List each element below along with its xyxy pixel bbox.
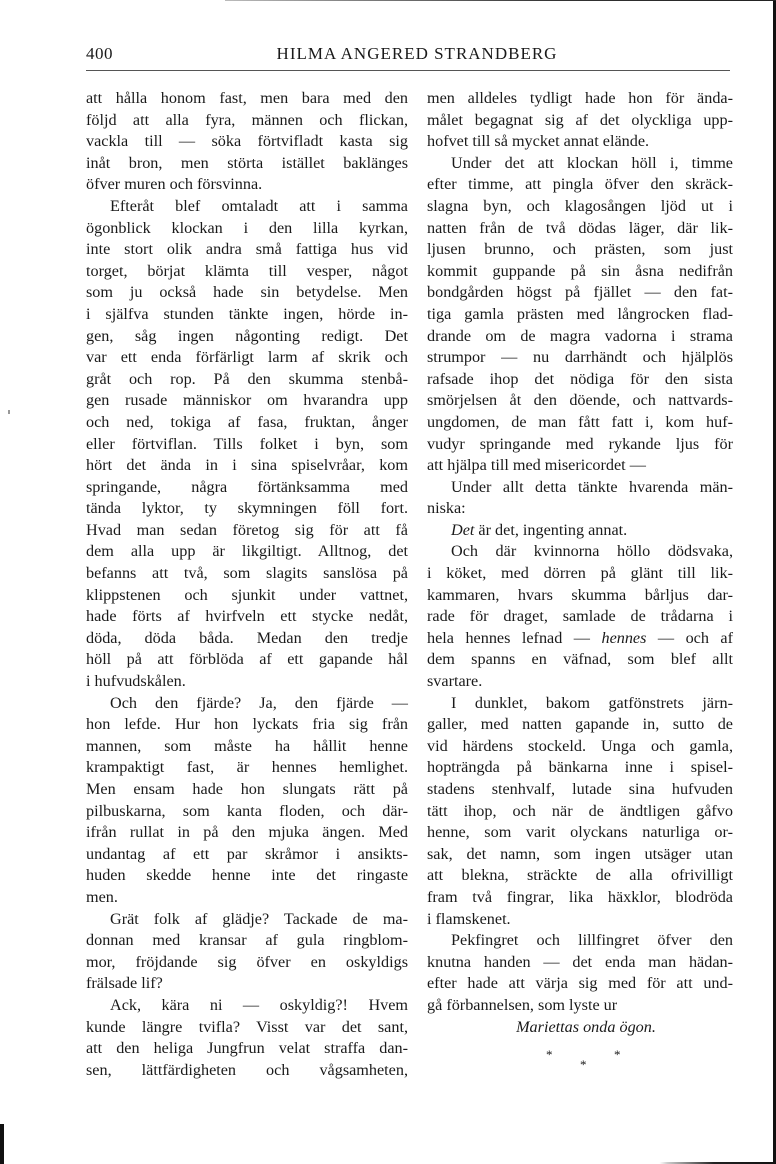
running-title: HILMA ANGERED STRANDBERG bbox=[276, 44, 558, 63]
text-line: hon lefde. Hur hon lyckats fria sig från bbox=[86, 715, 408, 734]
text-line: hopträngda på bänkarna inne i spisel- bbox=[427, 758, 733, 777]
text-line: döda, döda båda. Medan den tredje bbox=[86, 628, 408, 647]
text-line: fram två fingrar, lika häxklor, blodröda bbox=[427, 887, 733, 906]
text-line: Men ensam hade hon slungats rätt på bbox=[86, 780, 408, 798]
text-line: att den heliga Jungfrun velat straffa dan- bbox=[86, 1039, 408, 1058]
text-line: undantag af ett par skråmor i ansikts- bbox=[86, 844, 408, 863]
text-line: höll på att förblöda af ett gapande hål bbox=[86, 650, 408, 669]
text-line: kunde längre tvifla? Visst var det sant, bbox=[86, 1017, 408, 1036]
text-line: I dunklet, bakom gatfönstrets järn- bbox=[451, 693, 733, 712]
page-header bbox=[86, 40, 730, 70]
header-rule bbox=[86, 70, 730, 71]
text-line: och ned, tokiga af fasa, fruktan, ånger bbox=[86, 412, 408, 431]
text-line: i flamskenet. bbox=[427, 909, 511, 928]
text-line: strumpor — nu darrhändt och hjälplös bbox=[427, 348, 733, 367]
italic-emphasis: Det bbox=[451, 520, 475, 539]
text-line: efter timme, att pingla öfver den skräck- bbox=[427, 175, 733, 194]
text-line: hade förts af hvirfveln ett stycke nedåt, bbox=[86, 607, 408, 626]
text-line: Efteråt blef omtaladt att i samma bbox=[110, 196, 408, 215]
text-line: frälsade lif? bbox=[86, 974, 163, 993]
text-line: dem spanns en väfnad, som blef allt bbox=[427, 650, 733, 669]
asterisk: * bbox=[614, 1047, 621, 1063]
scan-speck bbox=[8, 410, 10, 414]
right-column bbox=[427, 88, 733, 1084]
text-line: rade för draget, samlade de trådarna i bbox=[427, 607, 733, 626]
text-line: Hvad man sedan företog sig för att få bbox=[86, 520, 408, 539]
text-line: Under allt detta tänkte hvarenda män- bbox=[451, 477, 733, 496]
text-line: vid härdens stockeld. Unga och gamla, bbox=[427, 736, 733, 755]
text-line: målet begagnat sig af det olyckliga upp- bbox=[427, 110, 733, 129]
scan-border-left bbox=[0, 1124, 4, 1164]
section-break-asterisks bbox=[427, 1044, 733, 1084]
text-line: efter hade att värja sig med för att und- bbox=[427, 974, 733, 993]
text-line: gen, såg ingen någonting redigt. Det bbox=[86, 326, 408, 345]
line-text: — och af bbox=[646, 628, 733, 647]
line-text: är det, ingenting annat. bbox=[474, 520, 628, 539]
text-line: slagna byn, och klagosången ljöd ut i bbox=[427, 196, 733, 215]
text-line: smörjelsen åt den döende, och nattvards- bbox=[427, 391, 733, 410]
text-line: gå förbannelsen, som lyste ur bbox=[427, 995, 618, 1014]
text-line: hört det ända in i sina spiselvråar, kom bbox=[86, 456, 408, 475]
text-line: galler, med natten gapande in, sutto de bbox=[427, 715, 733, 734]
text-line: huden skedde henne inte det ringaste bbox=[86, 866, 408, 885]
text-line: Och där kvinnorna höllo dödsvaka, bbox=[451, 542, 733, 561]
page-number: 400 bbox=[86, 44, 113, 63]
text-line: pilbuskarna, som kanta floden, och där- bbox=[86, 801, 408, 820]
text-line: befanns att två, som slagits sanslösa på bbox=[86, 564, 408, 583]
text-line: kommit guppande på sin åsna nedifrån bbox=[427, 261, 733, 280]
text-line: inte stort olik andra små fattiga hus vid bbox=[86, 240, 408, 259]
text-line: men. bbox=[86, 887, 118, 906]
text-line: inåt bron, men störta istället baklänges bbox=[86, 153, 408, 172]
text-line: gråt och rop. På den skumma stenbå- bbox=[86, 369, 408, 388]
text-line: i själfva stunden tänkte ingen, hörde in- bbox=[86, 304, 408, 323]
text-line: att hålla honom fast, men bara med den bbox=[86, 89, 408, 107]
text-line: hofvet till så mycket annat elände. bbox=[427, 132, 650, 151]
text-line: att hjälpa till med misericordet — bbox=[427, 456, 646, 475]
text-line: Under det att klockan höll i, timme bbox=[451, 153, 733, 172]
text-line: tända lyktor, ty skymningen föll fort. bbox=[86, 499, 408, 518]
text-line: gen rusade människor om hvarandra upp bbox=[86, 391, 408, 410]
text-line: henne, som varit olyckans naturliga or- bbox=[427, 823, 733, 842]
text-line: drande om de magra vadorna i strama bbox=[427, 326, 733, 345]
text-line: att blekna, sträckte de alla ofrivilligt bbox=[427, 866, 733, 885]
asterisk: * bbox=[546, 1047, 553, 1063]
text-line: klippstenen och sjunkit under vattnet, bbox=[86, 585, 408, 604]
text-line: rafsade ihop det nödiga för den sista bbox=[427, 369, 733, 388]
text-line: krampaktigt fast, är hennes hemlighet. bbox=[86, 758, 408, 777]
text-line: ögonblick klockan i den lilla kyrkan, bbox=[86, 218, 408, 237]
text-line: knutna handen — det enda man hädan- bbox=[427, 952, 733, 971]
text-line: ungdomen, de man fått fatt i, kom huf- bbox=[427, 412, 733, 431]
text-line: Och den fjärde? Ja, den fjärde — bbox=[110, 693, 408, 712]
text-line: tätt ihop, och när de ändtligen gåfvo bbox=[427, 801, 733, 820]
text-line: mannen, som måste ha hållit henne bbox=[86, 736, 408, 755]
closing-italic-line: Mariettas onda ögon. bbox=[516, 1017, 656, 1036]
text-line: Grät folk af glädje? Tackade de ma- bbox=[110, 909, 408, 928]
asterisk: * bbox=[580, 1057, 587, 1073]
scan-border-top bbox=[225, 0, 776, 1]
text-line: sak, det namn, som ingen utsäger utan bbox=[427, 844, 733, 863]
text-line: vackla till — söka förtvifladt kasta sig bbox=[86, 132, 408, 151]
text-line: donnan med kransar af gula ringblom- bbox=[86, 931, 408, 950]
text-line bbox=[427, 520, 733, 542]
text-line: Pekfingret och lillfingret öfver den bbox=[451, 931, 733, 950]
text-line: Ack, kära ni — oskyldig?! Hvem bbox=[110, 995, 408, 1014]
text-line: men alldeles tydligt hade hon för ända- bbox=[427, 89, 733, 107]
text-line: sen, lättfärdigheten och vågsamheten, bbox=[86, 1060, 408, 1079]
text-line: bondgården högst på fjället — den fat- bbox=[427, 283, 733, 302]
text-line: följd att alla fyra, männen och flickan, bbox=[86, 110, 408, 129]
text-line: i hufvudskålen. bbox=[86, 672, 186, 691]
text-line: springande, några förtänksamma med bbox=[86, 477, 408, 496]
text-line: dem alla upp är likgiltigt. Alltnog, det bbox=[86, 542, 408, 561]
italic-emphasis: hennes bbox=[601, 628, 647, 647]
text-line: tiga gamla prästen med långrocken flad- bbox=[427, 304, 733, 323]
text-line: niska: bbox=[427, 499, 466, 518]
left-column bbox=[86, 88, 408, 1081]
text-line bbox=[427, 628, 733, 650]
text-line: svartare. bbox=[427, 672, 483, 691]
text-line: torget, börjat klämta till vesper, något bbox=[86, 261, 408, 280]
text-line bbox=[427, 1017, 733, 1039]
text-line: var ett enda förfärligt larm af skrik och bbox=[86, 348, 408, 367]
text-line: natten från de två dödas läger, där lik- bbox=[427, 218, 733, 237]
text-line: ljusen brunno, och prästen, som just bbox=[427, 240, 733, 259]
text-line: i köket, med dörren på glänt till lik- bbox=[427, 564, 733, 583]
text-line: eller förtviflan. Tills folket i byn, som bbox=[86, 434, 408, 453]
text-line: stadens stenhvalf, lutade sina hufvuden bbox=[427, 780, 733, 798]
text-line: öfver muren och försvinna. bbox=[86, 175, 263, 194]
text-line: ifrån rullat in på den mjuka ängen. Med bbox=[86, 823, 408, 842]
text-line: som ju också hade sin betydelse. Men bbox=[86, 283, 408, 302]
text-line: vudyr springande med rykande ljus för bbox=[427, 434, 733, 453]
line-text: hela hennes lefnad — bbox=[427, 628, 602, 647]
text-line: kammaren, hvars skumma bårljus dar- bbox=[427, 585, 733, 604]
text-line: mor, fröjdande sig öfver en oskyldigs bbox=[86, 952, 408, 971]
